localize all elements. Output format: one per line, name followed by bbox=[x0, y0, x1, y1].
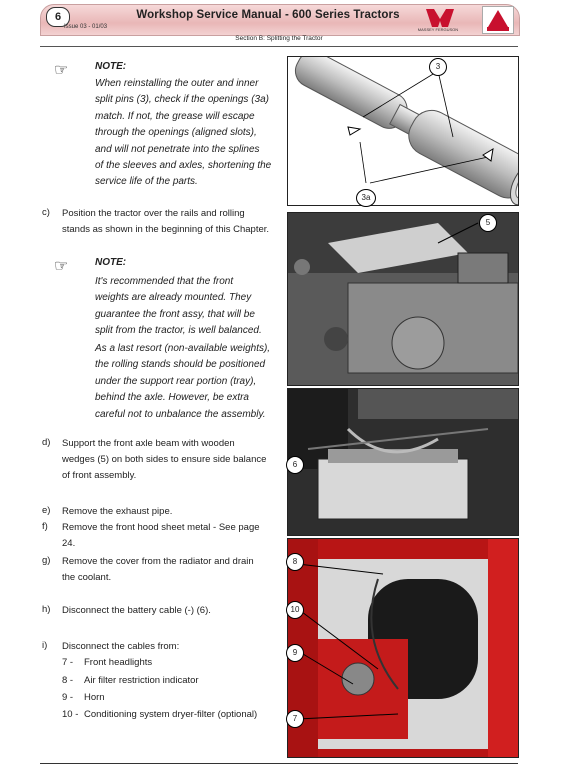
step-letter: c) bbox=[42, 207, 50, 218]
note-body: As a last resort (non-available weights), the rolling stands should be positioned under the support rear portion (tray), behind the axle. However, be extra careful not to unbalance the assembly. bbox=[95, 343, 271, 420]
note-body: It's recommended that the front weights are already mounted. They guarantee the front assy, that will be split from the tractor, is well balanced. bbox=[95, 276, 262, 337]
list-item: Air filter restriction indicator bbox=[84, 675, 199, 686]
note-label: NOTE: bbox=[95, 61, 127, 72]
agco-logo-icon bbox=[482, 6, 514, 34]
step-letter: d) bbox=[42, 437, 51, 448]
list-item-num: 8 - bbox=[62, 675, 74, 686]
step-text: Remove the exhaust pipe. bbox=[62, 506, 173, 517]
step-text: Disconnect the cables from: bbox=[62, 641, 180, 652]
photo-sleeves bbox=[287, 56, 519, 206]
issue-label: Issue 03 - 01/03 bbox=[64, 24, 108, 30]
photo-radiator bbox=[287, 538, 519, 758]
step-letter: e) bbox=[42, 505, 51, 516]
list-item: Horn bbox=[84, 692, 105, 703]
step-text: Disconnect the battery cable (-) (6). bbox=[62, 605, 211, 616]
header-divider bbox=[40, 46, 518, 47]
callout-7: 7 bbox=[286, 710, 304, 728]
list-item-num: 9 - bbox=[62, 692, 74, 703]
step-letter: h) bbox=[42, 604, 51, 615]
step-letter: i) bbox=[42, 640, 48, 651]
list-item: Conditioning system dryer-filter (optional) bbox=[84, 709, 258, 720]
pointing-hand-icon: ☞ bbox=[54, 258, 69, 275]
step-text: Position the tractor over the rails and rolling stands as shown in the beginning of this Chapter. bbox=[62, 208, 270, 235]
step-text: Support the front axle beam with wooden wedges (5) on both sides to ensure side balance of front assembly. bbox=[62, 438, 267, 481]
photo-battery bbox=[287, 388, 519, 536]
callout-9: 9 bbox=[286, 644, 304, 662]
pointing-hand-icon: ☞ bbox=[54, 62, 69, 79]
list-item: Front headlights bbox=[84, 657, 153, 668]
step-letter: g) bbox=[42, 555, 51, 566]
list-item-num: 7 - bbox=[62, 657, 74, 668]
photo-stand bbox=[287, 212, 519, 386]
step-text: Remove the front hood sheet metal - See page 24. bbox=[62, 522, 260, 549]
step-text: Remove the cover from the radiator and drain the coolant. bbox=[62, 556, 254, 583]
callout-3: 3 bbox=[429, 58, 447, 76]
step-letter: f) bbox=[42, 521, 48, 532]
page-title: Workshop Service Manual - 600 Series Tractors bbox=[136, 9, 400, 21]
callout-10: 10 bbox=[286, 601, 304, 619]
note-body: When reinstalling the outer and inner split pins (3), check if the openings (3a) match. If not, the grease will escape through the openings (aligned slots), and will not penetrate into the splines of the sleeves and axles, shortening the service life of the parts. bbox=[95, 78, 272, 188]
list-item-num: 10 - bbox=[62, 709, 79, 720]
callout-5: 5 bbox=[479, 214, 497, 232]
page-number: 6 bbox=[46, 7, 70, 27]
callout-6: 6 bbox=[286, 456, 304, 474]
footer-divider bbox=[40, 763, 518, 764]
callout-8: 8 bbox=[286, 553, 304, 571]
callout-3a: 3a bbox=[356, 189, 376, 207]
brand-label: MASSEY FERGUSON bbox=[417, 27, 459, 32]
note-label: NOTE: bbox=[95, 257, 127, 268]
section-title: Section B: Splitting the Tractor bbox=[235, 35, 323, 42]
